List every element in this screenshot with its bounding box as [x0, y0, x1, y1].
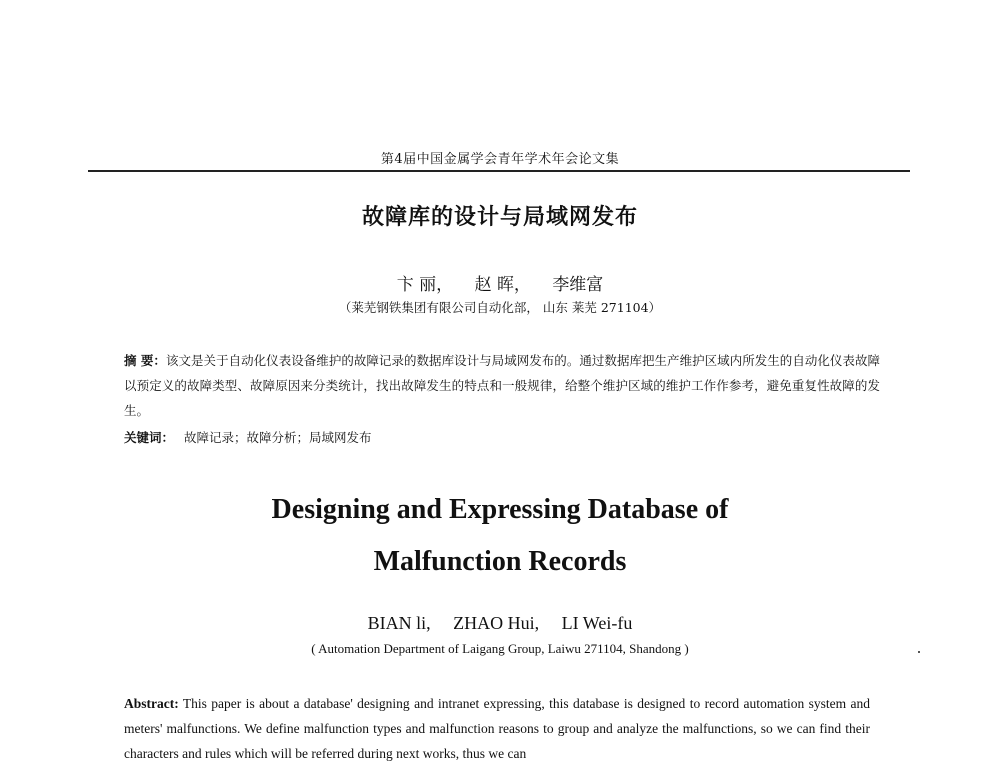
- english-abstract-text: This paper is about a database' designing and intranet expressing, this database is designed to record automation system and meters' malfunctions. We define malfunction types and malfunction reasons to group and analyze the malfunctions, so we can find their characters and rules which will be referred during next works, thus we can: [124, 696, 870, 761]
- chinese-author-1: 卞 丽，: [396, 275, 454, 295]
- english-title-line-1: Designing and Expressing Database of: [271, 494, 729, 525]
- scan-speck: [918, 651, 920, 653]
- header-rule: [88, 170, 910, 172]
- chinese-title: 故障库的设计与局域网发布: [361, 205, 638, 230]
- chinese-abstract-text: 该文是关于自动化仪表设备维护的故障记录的数据库设计与局域网发布的。通过数据库把生产维护区域内所发生的自动化仪表故障以预定义的故障类型、故障原因来分类统计，找出故障发生的特点和一般规律，给整个维护区域的维护工作作参考，避免重复性故障的发生。: [124, 353, 880, 418]
- chinese-authors: [0, 270, 1000, 295]
- english-title-line-2: Malfunction Records: [373, 546, 627, 577]
- english-title: [0, 484, 1000, 588]
- english-affiliation: ( Automation Department of Laigang Group, Laiwu 271104, Shandong ): [311, 641, 689, 656]
- chinese-abstract-label: 摘 要：: [124, 353, 166, 368]
- english-abstract-label: Abstract:: [124, 696, 179, 711]
- english-author-2: ZHAO Hui,: [453, 613, 540, 633]
- english-author-3: LI Wei-fu: [561, 613, 633, 633]
- chinese-keywords-text: 故障记录；故障分析；局域网发布: [184, 430, 372, 445]
- english-author-1: BIAN li,: [367, 613, 431, 633]
- proceedings-header: 第4届中国金属学会青年学术年会论文集: [380, 152, 620, 167]
- chinese-abstract: [124, 348, 880, 423]
- chinese-keywords: [124, 428, 880, 446]
- chinese-author-3: 李维富: [552, 275, 604, 295]
- chinese-author-2: 赵 晖，: [474, 275, 531, 295]
- english-abstract: [124, 691, 870, 766]
- chinese-affiliation: （莱芜钢铁集团有限公司自动化部， 山东 莱芜 271104）: [338, 300, 662, 315]
- english-authors: [0, 613, 1000, 634]
- chinese-keywords-label: 关键词：: [124, 430, 175, 445]
